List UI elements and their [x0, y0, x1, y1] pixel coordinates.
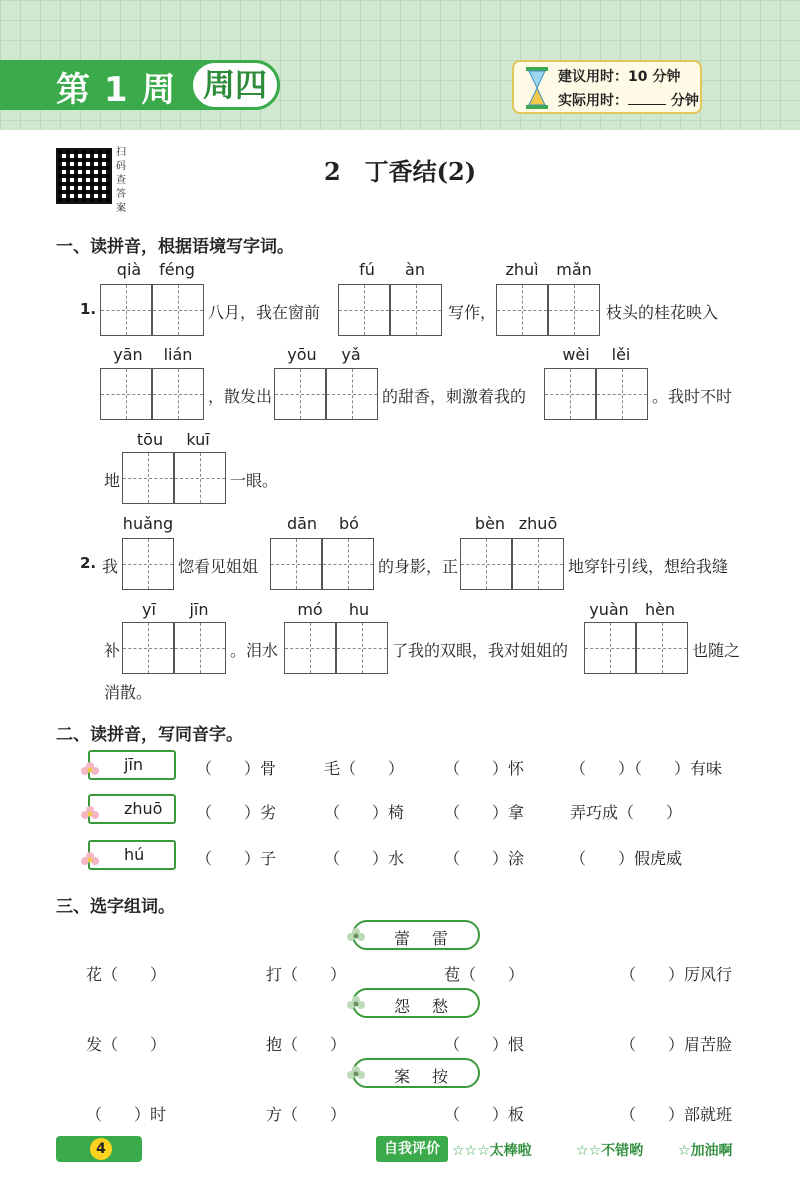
pinyin: jīn: [189, 600, 209, 619]
options-text: 蕾 雷: [394, 929, 452, 948]
char-options: [352, 1058, 480, 1088]
rating-excellent[interactable]: [452, 1140, 532, 1160]
writing-box[interactable]: [596, 368, 648, 420]
writing-box[interactable]: [100, 284, 152, 336]
actual-time: [558, 90, 699, 110]
question-number: 2.: [80, 554, 97, 572]
week-label: 第 1 周: [56, 70, 177, 110]
writing-box[interactable]: [152, 284, 204, 336]
sentence-text: 地穿针引线，想给我缝: [568, 557, 729, 576]
section1-heading: 一、读拼音，根据语境写字词。: [56, 237, 294, 257]
blank-item[interactable]: （ ）怀: [444, 759, 525, 778]
writing-box[interactable]: [284, 622, 336, 674]
blank-item[interactable]: 抱（ ）: [266, 1035, 347, 1054]
flower-icon: [80, 850, 100, 870]
sentence-text: 的甜香，刺激着我的: [382, 387, 527, 406]
blank-item[interactable]: （ ）拿: [444, 803, 525, 822]
suggested-time: 建议用时：10 分钟: [558, 69, 681, 85]
sentence-text: 的身影，正: [378, 557, 459, 576]
writing-box[interactable]: [274, 368, 326, 420]
sentence-text: ，散发出: [208, 387, 273, 406]
pinyin: zhuì: [505, 260, 539, 279]
blank-item[interactable]: （ ）时: [86, 1105, 167, 1124]
blank-item[interactable]: 苞（ ）: [444, 965, 525, 984]
tag-pinyin: zhuō: [124, 799, 163, 818]
pinyin: mǎn: [556, 260, 592, 279]
flower-icon: [80, 760, 100, 780]
pinyin: tōu: [136, 430, 164, 449]
blank-item[interactable]: （ ）厉风行: [620, 965, 733, 984]
pinyin: lěi: [611, 345, 631, 364]
char-options: [352, 988, 480, 1018]
pinyin: kuī: [186, 430, 210, 449]
hourglass-icon: [524, 66, 550, 110]
writing-box[interactable]: [326, 368, 378, 420]
sentence-text: 也随之: [692, 641, 741, 660]
writing-box[interactable]: [496, 284, 548, 336]
writing-box[interactable]: [122, 452, 174, 504]
blank-item[interactable]: 方（ ）: [266, 1105, 347, 1124]
pinyin: bó: [339, 514, 359, 533]
writing-box[interactable]: [460, 538, 512, 590]
options-text: 案 按: [394, 1067, 452, 1086]
pinyin: àn: [405, 260, 425, 279]
blank-item[interactable]: （ ）部就班: [620, 1105, 733, 1124]
pinyin: bèn: [474, 514, 506, 533]
writing-box[interactable]: [270, 538, 322, 590]
actual-time-unit: 分钟: [670, 93, 699, 109]
options-text: 怨 愁: [394, 997, 452, 1016]
blank-item[interactable]: （ ）骨: [196, 759, 277, 778]
sentence-text: 补: [104, 641, 121, 660]
sentence-text: 我: [102, 557, 119, 576]
sentence-text: 地: [104, 471, 121, 490]
rating-label: 加油啊: [690, 1143, 733, 1159]
sentence-text: 八月，我在窗前: [208, 303, 321, 322]
section3-heading: 三、选字组词。: [56, 897, 175, 917]
sentence-text: 。我时不时: [652, 387, 733, 406]
blank-item[interactable]: 毛（ ）: [324, 759, 405, 778]
sentence-text: 。泪水: [230, 641, 279, 660]
pinyin: yǎ: [341, 345, 361, 364]
sentence-text: 一眼。: [230, 471, 279, 490]
writing-box[interactable]: [584, 622, 636, 674]
flower-icon: [346, 926, 366, 946]
pinyin: lián: [163, 345, 193, 364]
blank-item[interactable]: （ ）劣: [196, 803, 277, 822]
writing-box[interactable]: [174, 452, 226, 504]
pinyin: qià: [116, 260, 142, 279]
pinyin: hu: [348, 600, 370, 619]
section2-heading: 二、读拼音，写同音字。: [56, 725, 243, 745]
writing-box[interactable]: [636, 622, 688, 674]
rating-good[interactable]: [576, 1140, 643, 1160]
sentence-text: 写作，: [448, 303, 497, 322]
flower-icon: [80, 804, 100, 824]
day-label: 周四: [190, 60, 280, 110]
blank-item[interactable]: （ ）椅: [324, 803, 405, 822]
pinyin-tag: [88, 794, 176, 824]
blank-item[interactable]: （ ）假虎威: [570, 849, 683, 868]
pinyin: yān: [113, 345, 143, 364]
star-icon: ☆☆: [576, 1143, 602, 1159]
self-eval-label: 自我评价: [376, 1136, 448, 1162]
blank-item[interactable]: （ ）（ ）有味: [570, 759, 723, 778]
star-icon: ☆☆☆: [452, 1143, 490, 1159]
flower-icon: [346, 1064, 366, 1084]
tag-pinyin: jīn: [124, 755, 144, 774]
actual-time-blank[interactable]: [628, 91, 666, 105]
pinyin-tag: [88, 840, 176, 870]
writing-box[interactable]: [512, 538, 564, 590]
pinyin: yuàn: [589, 600, 629, 619]
pinyin: féng: [159, 260, 195, 279]
pinyin: yōu: [287, 345, 317, 364]
writing-box[interactable]: [544, 368, 596, 420]
writing-box[interactable]: [338, 284, 390, 336]
tag-pinyin: hú: [124, 845, 145, 864]
blank-item[interactable]: （ ）水: [324, 849, 405, 868]
writing-box[interactable]: [322, 538, 374, 590]
lesson-title: 2 丁香结(2): [323, 157, 477, 186]
page-number: 4: [90, 1138, 112, 1160]
sentence-text: 消散。: [104, 683, 153, 702]
pinyin: yī: [142, 600, 156, 619]
pinyin: mó: [297, 600, 323, 619]
writing-box[interactable]: [174, 622, 226, 674]
sentence-text: 枝头的桂花映入: [606, 303, 719, 322]
blank-item[interactable]: （ ）恨: [444, 1035, 525, 1054]
blank-item[interactable]: （ ）子: [196, 849, 277, 868]
writing-box[interactable]: [122, 622, 174, 674]
blank-item[interactable]: 弄巧成（ ）: [570, 803, 683, 822]
writing-box[interactable]: [548, 284, 600, 336]
blank-item[interactable]: 发（ ）: [86, 1035, 167, 1054]
blank-item[interactable]: （ ）眉苦脸: [620, 1035, 733, 1054]
pinyin-tag: [88, 750, 176, 780]
blank-item[interactable]: 花（ ）: [86, 965, 167, 984]
writing-box[interactable]: [122, 538, 174, 590]
blank-item[interactable]: （ ）板: [444, 1105, 525, 1124]
writing-box[interactable]: [100, 368, 152, 420]
question-number: 1.: [80, 300, 97, 318]
pinyin: huǎng: [122, 514, 174, 533]
pinyin: dān: [286, 514, 318, 533]
writing-box[interactable]: [152, 368, 204, 420]
pinyin: wèi: [562, 345, 590, 364]
pinyin: fú: [359, 260, 375, 279]
blank-item[interactable]: 打（ ）: [266, 965, 347, 984]
rating-label: 不错哟: [601, 1143, 644, 1159]
rating-label: 太棒啦: [489, 1143, 532, 1159]
sentence-text: 惚看见姐姐: [178, 557, 259, 576]
pinyin: zhuō: [518, 514, 558, 533]
pinyin: hèn: [644, 600, 676, 619]
writing-box[interactable]: [390, 284, 442, 336]
sentence-text: 了我的双眼，我对姐姐的: [392, 641, 569, 660]
star-icon: ☆: [678, 1143, 691, 1159]
actual-time-label: 实际用时：: [558, 93, 628, 109]
blank-item[interactable]: （ ）涂: [444, 849, 525, 868]
rating-keep-going[interactable]: [678, 1140, 733, 1160]
writing-box[interactable]: [336, 622, 388, 674]
char-options: [352, 920, 480, 950]
qr-label: 扫码查答案: [116, 147, 126, 214]
flower-icon: [346, 994, 366, 1014]
